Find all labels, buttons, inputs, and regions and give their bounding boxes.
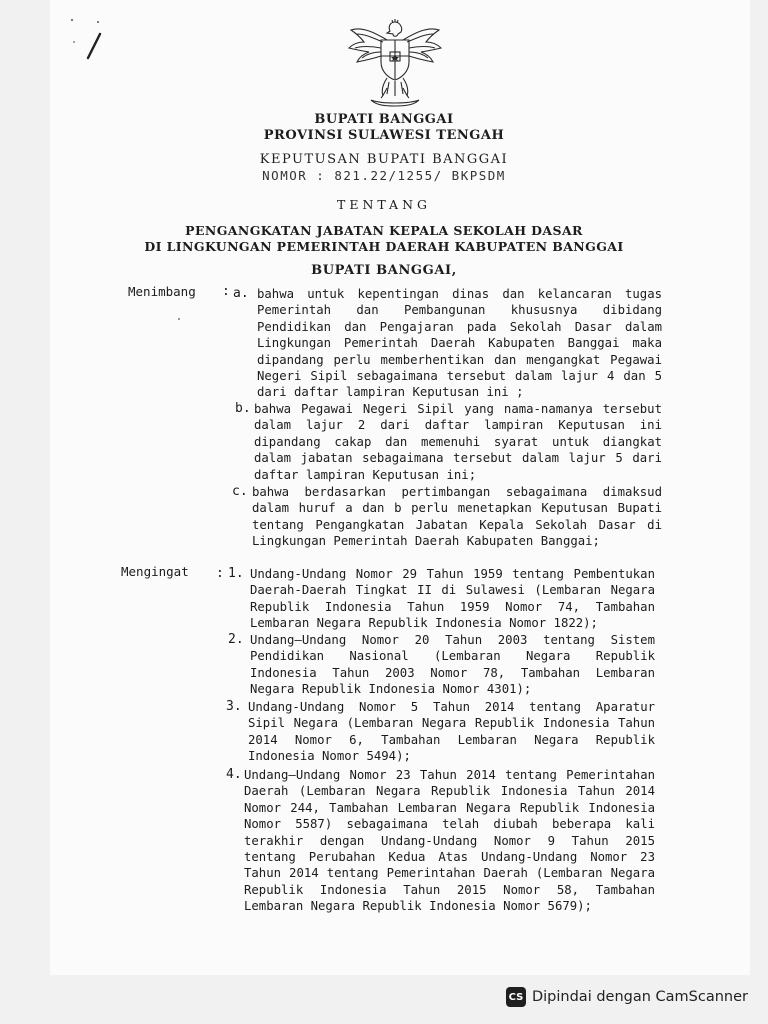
province-title: PROVINSI SULAWESI TENGAH [263,128,505,143]
issuer-heading: BUPATI BANGGAI, [311,263,457,278]
menimbang-colon: : [222,284,230,299]
decree-title: KEPUTUSAN BUPATI BANGGAI [259,152,509,167]
mengingat-label: Mengingat [121,564,189,579]
about-heading: TENTANG [336,197,431,212]
menimbang-label: Menimbang [128,284,196,299]
mengingat-item-4: Undang–Undang Nomor 23 Tahun 2014 tentang Pemerintahan Daerah (Lembaran Negara Republik Indonesia Tahun 2014 Nomor 244, Tambahan Lembaran Negara Republik Indonesia Nomor 5587) sebagaimana telah diubah beberapa kali terakhir dengan Undang-Undang Nomor 9 Tahun 2015 tentang Perubahan Kedua Atas Undang-Undang Nomor 23 Tahun 2014 tentang Pemerintahan Daerah (Lembaran Negara Republik Indonesia Tahun 2015 Nomor 58, Tambahan Lembaran Negara Republik Indonesia Nomor 5679); [244,768,655,914]
menimbang-item-c: bahwa berdasarkan pertimbangan sebagaimana dimaksud dalam huruf a dan b perlu menetapkan Keputusan Bupati tentang Pengangkatan Jabatan Kepala Sekolah Dasar di Lingkungan Pemerintah Daerah Kabupaten Banggai; [252,485,662,549]
menimbang-marker-b: b. [235,401,251,416]
menimbang-item-b: bahwa Pegawai Negeri Sipil yang nama-namanya tersebut dalam lajur 2 dari daftar lampiran Keputusan ini dipandang cakap dan memenuhi syarat untuk diangkat dalam jabatan sebagaimana tersebut dalam lajur 5 dari daftar lampiran Keputusan ini; [254,402,662,482]
camscanner-logo-icon: CS [506,987,526,1007]
mengingat-colon: : [216,566,224,581]
mengingat-item-1: Undang-Undang Nomor 29 Tahun 1959 tentang Pembentukan Daerah-Daerah Tingkat II di Sulawesi (Lembaran Negara Republik Indonesia Tahun 1959 Nomor 74, Tambahan Lembaran Negara Republik Indonesia Nomor 1822); [250,567,655,631]
regent-title: BUPATI BANGGAI [314,112,454,127]
menimbang-marker-a: a. [233,286,249,301]
mengingat-item-3: Undang-Undang Nomor 5 Tahun 2014 tentang Aparatur Sipil Negara (Lembaran Negara Republik Indonesia Tahun 2014 Nomor 6, Tambahan Lembaran Negara Republik Indonesia Nomor 5494); [248,700,655,764]
mengingat-marker-4: 4. [226,767,242,782]
scan-speck [178,318,180,320]
mengingat-marker-2: 2. [228,632,244,647]
camscanner-watermark [506,983,748,1011]
subject-line-2: DI LINGKUNGAN PEMERINTAH DAERAH KABUPATEN BANGGAI [144,239,624,254]
menimbang-item-a: bahwa untuk kepentingan dinas dan kelancaran tugas Pemerintah dan Pembangunan khususnya dibidang Pendidikan dan Pengajaran pada Sekolah Dasar dalam Lingkungan Pemerintah Daerah Kabupaten Banggai maka dipandang perlu memberhentikan dan mengangkat Pegawai Negeri Sipil sebagaimana tersebut dalam lajur 4 dan 5 dari daftar lampiran Keputusan ini ; [257,287,662,400]
menimbang-marker-c: c. [232,484,248,499]
mengingat-marker-1: 1. [228,566,244,581]
subject-line-1: PENGANGKATAN JABATAN KEPALA SEKOLAH DASAR [185,223,583,238]
decree-number: NOMOR : 821.22/1255/ BKPSDM [262,168,506,183]
camscanner-text: Dipindai dengan CamScanner [531,989,748,1005]
mengingat-marker-3: 3. [226,699,242,714]
garuda-emblem-icon [343,18,447,108]
scan-mark [60,12,120,72]
mengingat-item-2: Undang–Undang Nomor 20 Tahun 2003 tentang Sistem Pendidikan Nasional (Lembaran Negara Republik Indonesia Tahun 2003 Nomor 78, Tambahan Lembaran Negara Republik Indonesia Nomor 4301); [250,633,655,697]
